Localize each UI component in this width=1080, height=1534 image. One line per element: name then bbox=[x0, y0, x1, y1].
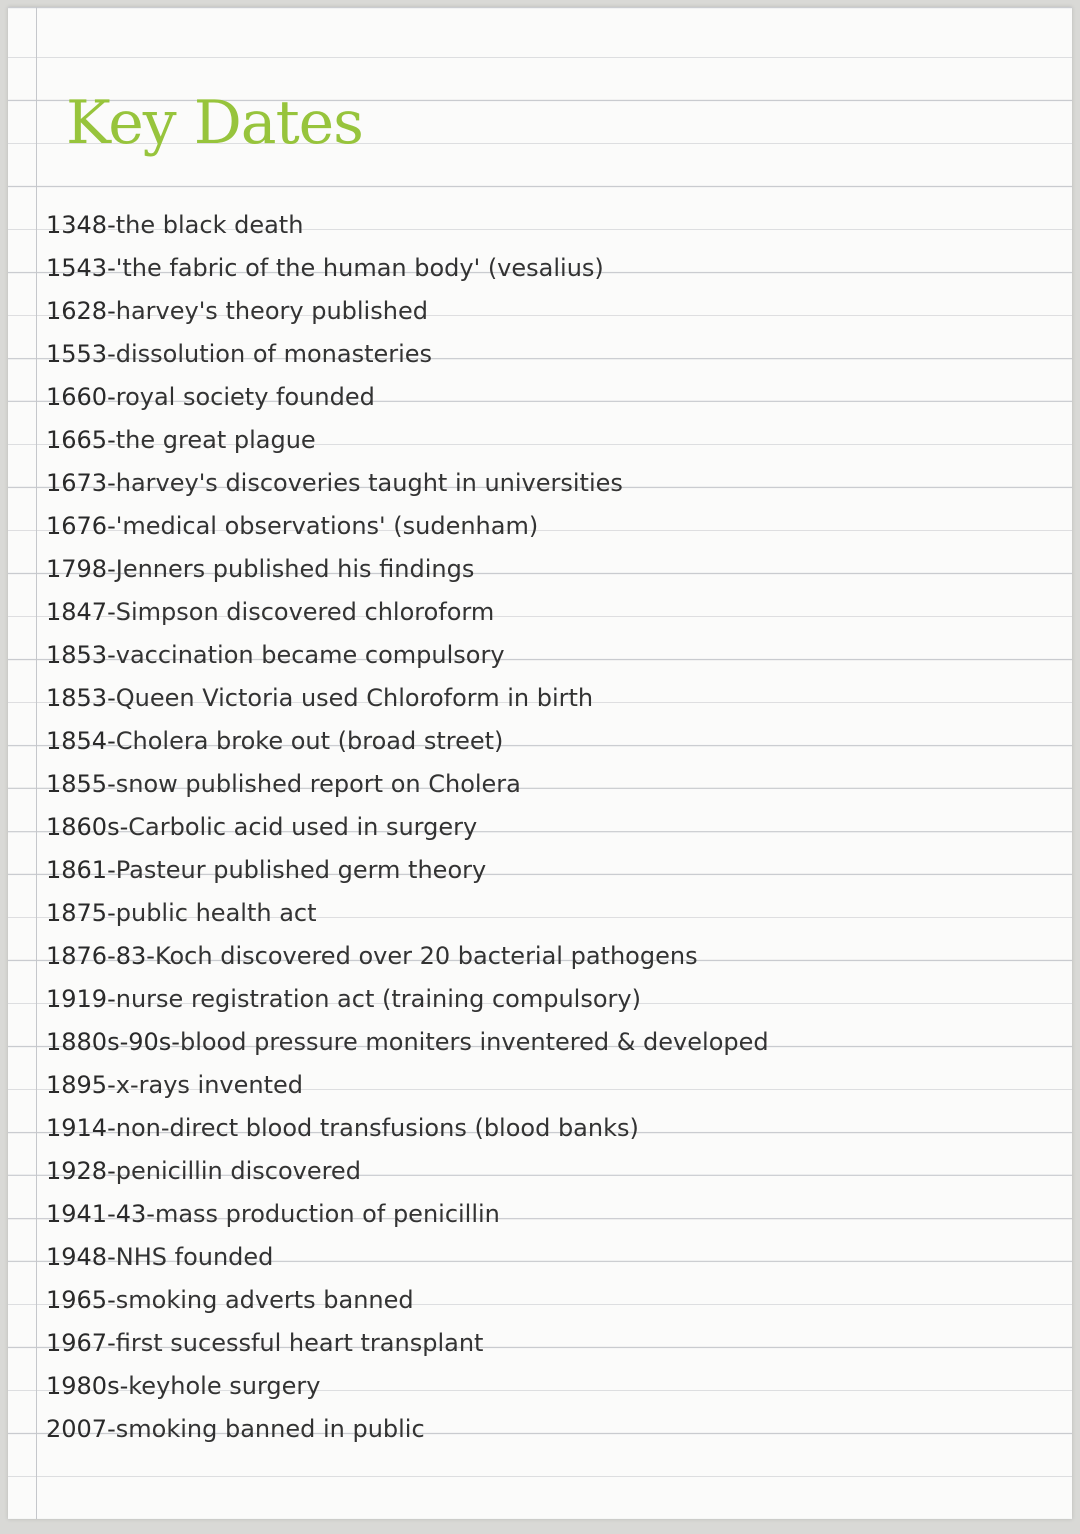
date-entry bbox=[46, 760, 769, 803]
date-entry bbox=[46, 1276, 769, 1319]
entry-year: 1665 bbox=[46, 426, 108, 454]
date-entry bbox=[46, 1147, 769, 1190]
date-entry bbox=[46, 1362, 769, 1405]
date-entry bbox=[46, 330, 769, 373]
entry-separator: - bbox=[119, 813, 129, 841]
entry-event: Koch discovered over 20 bacterial pathogens bbox=[154, 942, 698, 970]
entry-separator: - bbox=[107, 899, 116, 927]
date-entry bbox=[46, 459, 769, 502]
entry-separator: - bbox=[119, 1372, 129, 1400]
page-title: Key Dates bbox=[66, 88, 363, 158]
date-entry bbox=[46, 588, 769, 631]
date-entry bbox=[46, 1319, 769, 1362]
entry-separator: - bbox=[146, 942, 155, 970]
date-entry bbox=[46, 1104, 769, 1147]
date-entry bbox=[46, 416, 769, 459]
entry-event: the black death bbox=[115, 211, 304, 239]
entry-year: 1876-83 bbox=[46, 942, 147, 970]
entry-event: Cholera broke out (broad street) bbox=[115, 727, 504, 755]
entry-separator: - bbox=[107, 856, 116, 884]
entry-separator: - bbox=[107, 684, 116, 712]
entry-year: 1895 bbox=[46, 1071, 108, 1099]
date-entry bbox=[46, 502, 769, 545]
entry-event: 'medical observations' (sudenham) bbox=[115, 512, 539, 540]
date-entry bbox=[46, 1405, 769, 1448]
entry-event: Pasteur published germ theory bbox=[115, 856, 487, 884]
entry-event: Queen Victoria used Chloroform in birth bbox=[115, 684, 594, 712]
entry-event: NHS founded bbox=[115, 1243, 274, 1271]
entry-separator: - bbox=[107, 254, 116, 282]
entry-year: 1854 bbox=[46, 727, 108, 755]
date-entry bbox=[46, 631, 769, 674]
entry-separator: - bbox=[107, 1329, 116, 1357]
entry-event: harvey's theory published bbox=[115, 297, 428, 325]
entry-year: 1628 bbox=[46, 297, 108, 325]
entry-year: 1673 bbox=[46, 469, 108, 497]
date-entry bbox=[46, 975, 769, 1018]
entry-year: 1861 bbox=[46, 856, 108, 884]
entry-year: 1853 bbox=[46, 684, 108, 712]
entry-year: 1348 bbox=[46, 211, 108, 239]
date-entry bbox=[46, 889, 769, 932]
date-entry bbox=[46, 287, 769, 330]
entry-separator: - bbox=[107, 297, 116, 325]
entry-year: 1980s bbox=[46, 1372, 120, 1400]
entry-year: 1855 bbox=[46, 770, 108, 798]
entry-year: 2007 bbox=[46, 1415, 108, 1443]
entry-separator: - bbox=[107, 598, 116, 626]
entry-year: 1660 bbox=[46, 383, 108, 411]
date-entry bbox=[46, 932, 769, 975]
entry-separator: - bbox=[107, 1415, 116, 1443]
entry-event: nurse registration act (training compulsory) bbox=[115, 985, 641, 1013]
date-entry bbox=[46, 846, 769, 889]
date-entry bbox=[46, 1061, 769, 1104]
entry-separator: - bbox=[107, 641, 116, 669]
date-entry bbox=[46, 1018, 769, 1061]
entry-separator: - bbox=[107, 340, 116, 368]
entry-year: 1941-43 bbox=[46, 1200, 147, 1228]
date-entry bbox=[46, 373, 769, 416]
entry-event: 'the fabric of the human body' (vesalius) bbox=[115, 254, 604, 282]
entry-event: smoking adverts banned bbox=[115, 1286, 414, 1314]
entry-year: 1853 bbox=[46, 641, 108, 669]
entry-event: keyhole surgery bbox=[128, 1372, 321, 1400]
entry-event: Simpson discovered chloroform bbox=[115, 598, 495, 626]
entry-event: public health act bbox=[115, 899, 317, 927]
entry-year: 1880s-90s bbox=[46, 1028, 172, 1056]
entry-separator: - bbox=[107, 985, 116, 1013]
entry-year: 1847 bbox=[46, 598, 108, 626]
entry-event: snow published report on Cholera bbox=[115, 770, 521, 798]
entry-year: 1860s bbox=[46, 813, 120, 841]
entry-event: first sucessful heart transplant bbox=[115, 1329, 484, 1357]
entry-separator: - bbox=[107, 512, 116, 540]
date-entry bbox=[46, 803, 769, 846]
date-entry bbox=[46, 545, 769, 588]
entry-event: the great plague bbox=[115, 426, 316, 454]
entry-separator: - bbox=[107, 383, 116, 411]
entry-year: 1914 bbox=[46, 1114, 108, 1142]
entry-year: 1919 bbox=[46, 985, 108, 1013]
date-entry bbox=[46, 1233, 769, 1276]
entry-separator: - bbox=[107, 770, 116, 798]
date-entry bbox=[46, 674, 769, 717]
entry-event: vaccination became compulsory bbox=[115, 641, 505, 669]
entry-separator: - bbox=[107, 1071, 116, 1099]
date-entry bbox=[46, 1190, 769, 1233]
entry-event: harvey's discoveries taught in universities bbox=[115, 469, 623, 497]
entry-year: 1967 bbox=[46, 1329, 108, 1357]
entry-year: 1543 bbox=[46, 254, 108, 282]
entry-year: 1553 bbox=[46, 340, 108, 368]
notebook-page bbox=[8, 7, 1072, 1519]
date-entry bbox=[46, 201, 769, 244]
entry-event: blood pressure moniters inventered & developed bbox=[179, 1028, 769, 1056]
entry-event: dissolution of monasteries bbox=[115, 340, 433, 368]
entry-event: x-rays invented bbox=[115, 1071, 303, 1099]
key-dates-list bbox=[46, 201, 769, 1448]
entry-separator: - bbox=[107, 1157, 116, 1185]
entry-event: Jenners published his findings bbox=[115, 555, 475, 583]
entry-separator: - bbox=[107, 426, 116, 454]
entry-year: 1676 bbox=[46, 512, 108, 540]
entry-year: 1875 bbox=[46, 899, 108, 927]
entry-separator: - bbox=[107, 1114, 116, 1142]
entry-separator: - bbox=[107, 1286, 116, 1314]
entry-year: 1965 bbox=[46, 1286, 108, 1314]
entry-event: royal society founded bbox=[115, 383, 375, 411]
entry-separator: - bbox=[146, 1200, 155, 1228]
date-entry bbox=[46, 244, 769, 287]
entry-event: non-direct blood transfusions (blood banks) bbox=[115, 1114, 639, 1142]
date-entry bbox=[46, 717, 769, 760]
entry-event: Carbolic acid used in surgery bbox=[128, 813, 478, 841]
entry-year: 1948 bbox=[46, 1243, 108, 1271]
entry-year: 1798 bbox=[46, 555, 108, 583]
entry-separator: - bbox=[107, 469, 116, 497]
entry-separator: - bbox=[107, 1243, 116, 1271]
entry-event: penicillin discovered bbox=[115, 1157, 361, 1185]
entry-event: mass production of penicillin bbox=[154, 1200, 500, 1228]
entry-separator: - bbox=[171, 1028, 180, 1056]
entry-separator: - bbox=[107, 555, 116, 583]
entry-separator: - bbox=[107, 211, 116, 239]
margin-line bbox=[36, 7, 37, 1519]
entry-year: 1928 bbox=[46, 1157, 108, 1185]
entry-event: smoking banned in public bbox=[115, 1415, 425, 1443]
entry-separator: - bbox=[107, 727, 116, 755]
